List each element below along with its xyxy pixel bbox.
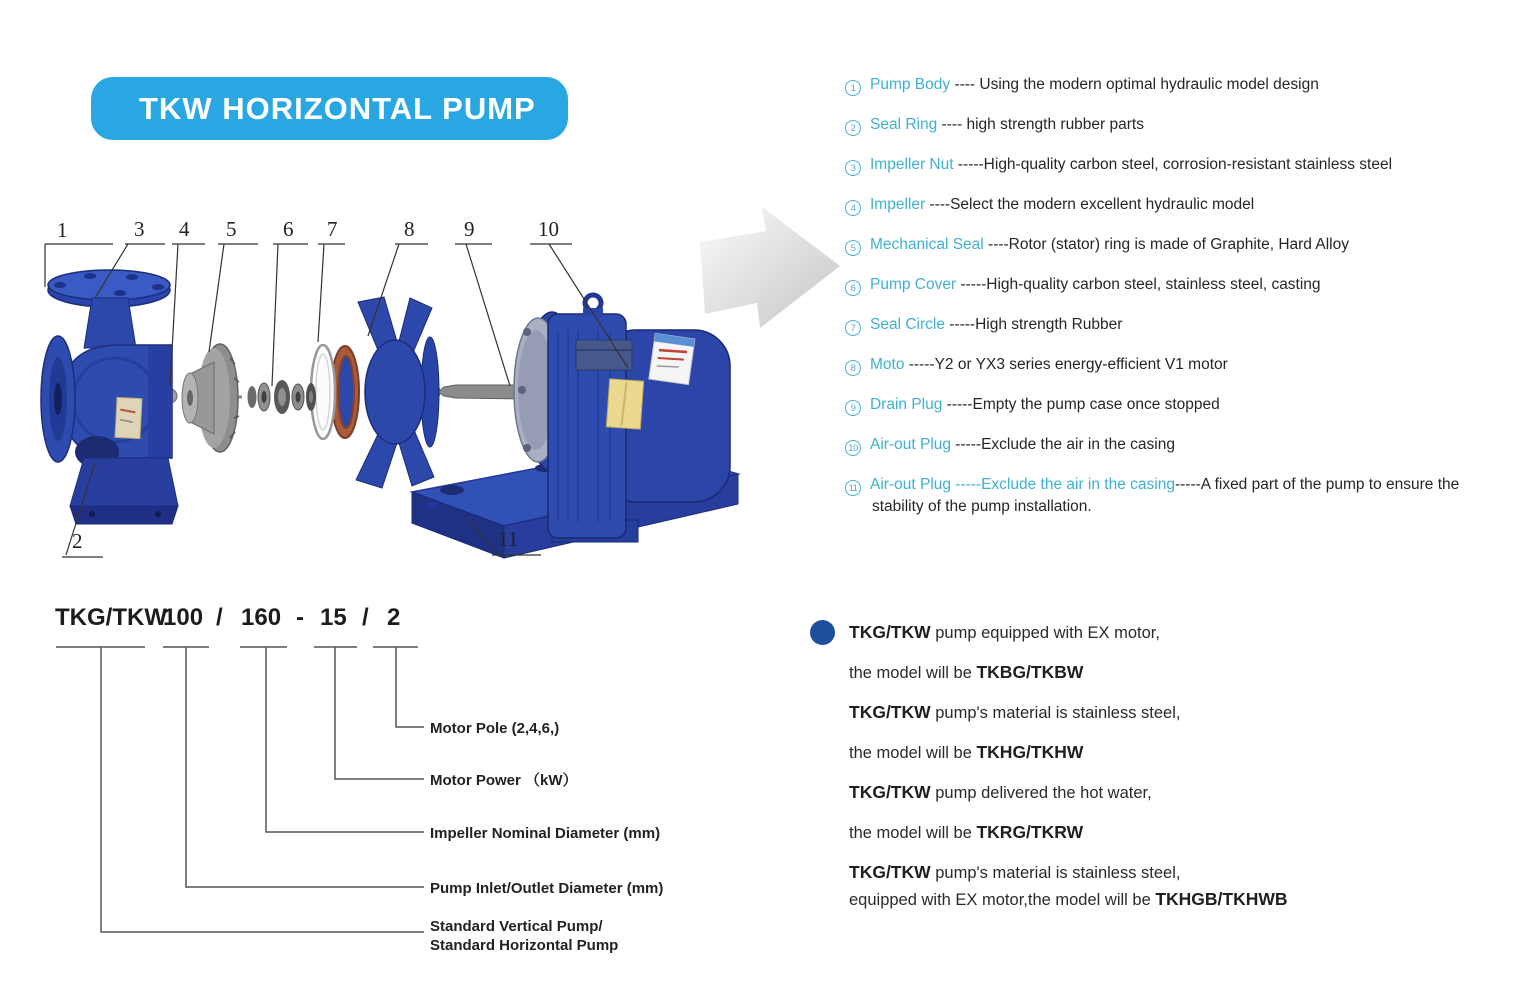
part-description: -----High-quality carbon steel, corrosion-resistant stainless steel bbox=[953, 156, 1393, 173]
parts-list-item-4 bbox=[845, 194, 1485, 216]
note-line: TKG/TKW pump's material is stainless steel, bbox=[849, 862, 1181, 882]
model-segment-series: TKG/TKW bbox=[55, 604, 167, 631]
circled-number: 3 bbox=[845, 160, 861, 176]
circled-number: 9 bbox=[845, 400, 861, 416]
parts-list-item-6 bbox=[845, 274, 1485, 296]
callout-number-8: 8 bbox=[404, 217, 415, 241]
part-description: -----High-quality carbon steel, stainless steel, casting bbox=[956, 276, 1321, 293]
callout-number-10: 10 bbox=[538, 217, 559, 241]
callout-number-2: 2 bbox=[72, 529, 83, 553]
parts-list-item-2 bbox=[845, 114, 1485, 136]
parts-list-item-5 bbox=[845, 234, 1485, 256]
part-name: Mechanical Seal bbox=[870, 236, 984, 253]
parts-list-item-11: 11 Air-out Plug -----Exclude the air in the casing-----A fixed part of the pump to ensure the stability of the pump installation. bbox=[845, 474, 1485, 518]
circled-number: 11 bbox=[845, 480, 861, 496]
title-banner bbox=[91, 77, 568, 140]
model-label-motor-pole: Motor Pole (2,4,6,) bbox=[430, 720, 560, 737]
callout-number-6: 6 bbox=[283, 217, 294, 241]
model-label-inlet-outlet: Pump Inlet/Outlet Diameter (mm) bbox=[430, 880, 664, 897]
part-name: Moto bbox=[870, 356, 905, 373]
model-segment-impeller: 160 bbox=[241, 604, 282, 631]
part-description: -----Empty the pump case once stopped bbox=[942, 396, 1220, 413]
parts-list-item-7 bbox=[845, 314, 1485, 336]
part-name: Seal Ring bbox=[870, 116, 938, 133]
part-name: Impeller bbox=[870, 196, 926, 213]
parts-list-item-8 bbox=[845, 354, 1485, 376]
mechanical-seal-graphic bbox=[232, 380, 316, 414]
note-line: TKG/TKW pump equipped with EX motor, bbox=[849, 622, 1160, 642]
model-segment-pole: 2 bbox=[387, 604, 401, 631]
note-line: TKG/TKW pump delivered the hot water, bbox=[849, 782, 1152, 802]
part-name: Pump Cover bbox=[870, 276, 957, 293]
model-label-motor-power: Motor Power （kW） bbox=[430, 772, 578, 789]
circled-number: 5 bbox=[845, 240, 861, 256]
impeller-graphic bbox=[163, 344, 239, 452]
model-segment-inlet: 100 bbox=[163, 604, 204, 631]
callout-number-7: 7 bbox=[327, 217, 338, 241]
circled-number: 2 bbox=[845, 120, 861, 136]
callout-number-9: 9 bbox=[464, 217, 475, 241]
note-line: TKG/TKW pump's material is stainless steel, bbox=[849, 702, 1181, 722]
pump-body-graphic bbox=[41, 270, 178, 524]
part-description: ----Select the modern excellent hydraulic model bbox=[925, 196, 1255, 213]
model-breakdown-lines bbox=[40, 640, 440, 960]
callout-number-1: 1 bbox=[57, 218, 68, 242]
circled-number: 6 bbox=[845, 280, 861, 296]
circled-number: 10 bbox=[845, 440, 861, 456]
note-line: the model will be TKHG/TKHW bbox=[849, 742, 1084, 762]
circled-number: 1 bbox=[845, 80, 861, 96]
model-separator-dash: - bbox=[296, 604, 304, 631]
model-separator-slash2: / bbox=[362, 604, 369, 631]
part-name: Seal Circle bbox=[870, 316, 945, 333]
bullet-circle bbox=[810, 620, 835, 645]
parts-list-item-1 bbox=[845, 74, 1485, 96]
model-label-impeller-diam: Impeller Nominal Diameter (mm) bbox=[430, 825, 661, 842]
parts-list-item-10 bbox=[845, 434, 1485, 456]
motor-nameplate-yellow bbox=[606, 379, 643, 429]
callout-number-11: 11 bbox=[498, 527, 519, 551]
page-title: TKW HORIZONTAL PUMP bbox=[139, 90, 536, 126]
circled-number: 4 bbox=[845, 200, 861, 216]
part-name: Air-out Plug bbox=[870, 436, 951, 453]
part-name: Drain Plug bbox=[870, 396, 943, 413]
parts-list-item-9 bbox=[845, 394, 1485, 416]
pump-body-label bbox=[115, 397, 142, 438]
part-description: -----Y2 or YX3 series energy-efficient V1 motor bbox=[904, 356, 1228, 373]
part-name: Pump Body bbox=[870, 76, 951, 93]
model-separator-slash: / bbox=[216, 604, 223, 631]
parts-list-item-3 bbox=[845, 154, 1485, 176]
note-line: the model will be TKBG/TKBW bbox=[849, 662, 1084, 682]
part-description: -----High strength Rubber bbox=[944, 316, 1123, 333]
pump-exploded-diagram bbox=[30, 200, 850, 580]
callout-number-3: 3 bbox=[134, 217, 145, 241]
part-name: Air-out Plug bbox=[870, 476, 951, 493]
parts-list bbox=[845, 74, 1485, 536]
note-line: the model will be TKRG/TKRW bbox=[849, 822, 1084, 842]
model-segment-power: 15 bbox=[320, 604, 347, 631]
circled-number: 7 bbox=[845, 320, 861, 336]
motor-label-white bbox=[649, 333, 695, 384]
model-variant-notes bbox=[849, 621, 1499, 928]
pump-cover-graphic bbox=[331, 297, 439, 488]
part-description: ---- high strength rubber parts bbox=[937, 116, 1144, 133]
part-description: ----Rotor (stator) ring is made of Graphite, Hard Alloy bbox=[983, 236, 1349, 253]
part-description: -----Exclude the air in the casing bbox=[950, 436, 1175, 453]
note-line: equipped with EX motor,the model will be TKHGB/TKHWB bbox=[849, 889, 1288, 909]
part-name: Impeller Nut bbox=[870, 156, 954, 173]
model-label-pump-type: Standard Vertical Pump/ Standard Horizontal Pump bbox=[430, 918, 619, 954]
callout-number-5: 5 bbox=[226, 217, 237, 241]
part-description: -----A fixed part of the pump to ensure the stability of the pump installation. bbox=[872, 476, 1460, 515]
callout-number-4: 4 bbox=[179, 217, 190, 241]
circled-number: 8 bbox=[845, 360, 861, 376]
arrow-right-graphic bbox=[700, 207, 840, 328]
part-description: ---- Using the modern optimal hydraulic model design bbox=[950, 76, 1319, 93]
